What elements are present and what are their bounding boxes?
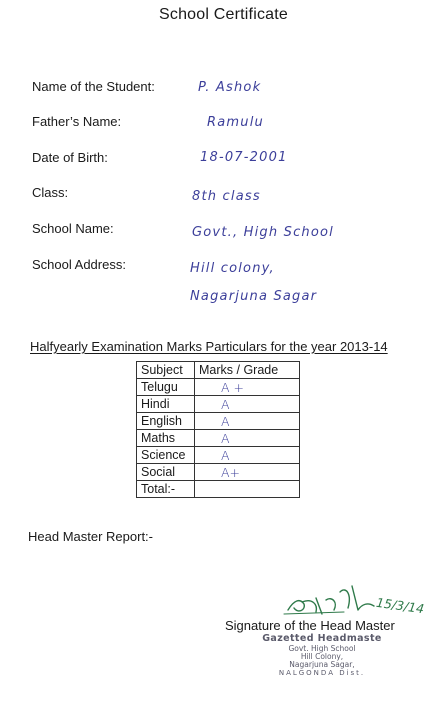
table-header-row bbox=[137, 362, 300, 379]
table-row bbox=[137, 413, 300, 430]
subject-cell: Hindi bbox=[137, 396, 195, 413]
stamp-line: NALGONDA Dist. bbox=[278, 668, 366, 677]
dob-label: Date of Birth: bbox=[32, 150, 108, 165]
table-row bbox=[137, 379, 300, 396]
grade-cell: A + bbox=[195, 379, 300, 396]
signature-date: 15/3/14 bbox=[375, 594, 425, 617]
signature-label: Signature of the Head Master bbox=[225, 618, 395, 633]
class-label: Class: bbox=[32, 185, 69, 200]
school-address-label: School Address: bbox=[32, 257, 126, 272]
subject-cell: English bbox=[137, 413, 195, 430]
stamp-line: Govt. High School bbox=[288, 643, 356, 653]
table-row bbox=[137, 430, 300, 447]
grade-cell: A bbox=[195, 430, 300, 447]
table-row bbox=[137, 464, 300, 481]
school-address-line1: Hill colony, bbox=[190, 261, 275, 276]
subject-cell: Maths bbox=[137, 430, 195, 447]
class-value: 8th class bbox=[192, 189, 261, 204]
subject-cell: Science bbox=[137, 447, 195, 464]
marks-heading: Halfyearly Examination Marks Particulars for the year 2013-14 bbox=[30, 339, 388, 354]
page-title: School Certificate bbox=[159, 6, 288, 23]
headmaster-stamp bbox=[256, 634, 388, 678]
grade-cell: A bbox=[195, 396, 300, 413]
student-name-value: P. Ashok bbox=[198, 80, 262, 95]
subject-cell: Social bbox=[137, 464, 195, 481]
table-row bbox=[137, 396, 300, 413]
stamp-line: Hill Colony, bbox=[300, 652, 344, 662]
grade-cell: A+ bbox=[195, 464, 300, 481]
table-row bbox=[137, 447, 300, 464]
stamp-line: Nagarjuna Sagar, bbox=[289, 660, 355, 670]
stamp-line: Gazetted Headmaste bbox=[262, 633, 382, 644]
school-name-label: School Name: bbox=[32, 221, 114, 236]
marks-table bbox=[136, 361, 300, 498]
table-total-row bbox=[137, 481, 300, 498]
head-master-report-label: Head Master Report:- bbox=[28, 529, 153, 544]
subject-cell: Telugu bbox=[137, 379, 195, 396]
grade-cell: A bbox=[195, 413, 300, 430]
column-header-subject: Subject bbox=[137, 362, 195, 379]
grade-cell: A bbox=[195, 447, 300, 464]
dob-value: 18-07-2001 bbox=[200, 150, 288, 165]
total-label-cell: Total:- bbox=[137, 481, 195, 498]
column-header-marks: Marks / Grade bbox=[195, 362, 300, 379]
father-name-value: Ramulu bbox=[207, 115, 264, 130]
school-name-value: Govt., High School bbox=[192, 225, 334, 240]
school-address-line2: Nagarjuna Sagar bbox=[190, 289, 318, 304]
student-name-label: Name of the Student: bbox=[32, 79, 155, 94]
father-name-label: Father’s Name: bbox=[32, 114, 122, 129]
total-value-cell bbox=[195, 481, 300, 498]
